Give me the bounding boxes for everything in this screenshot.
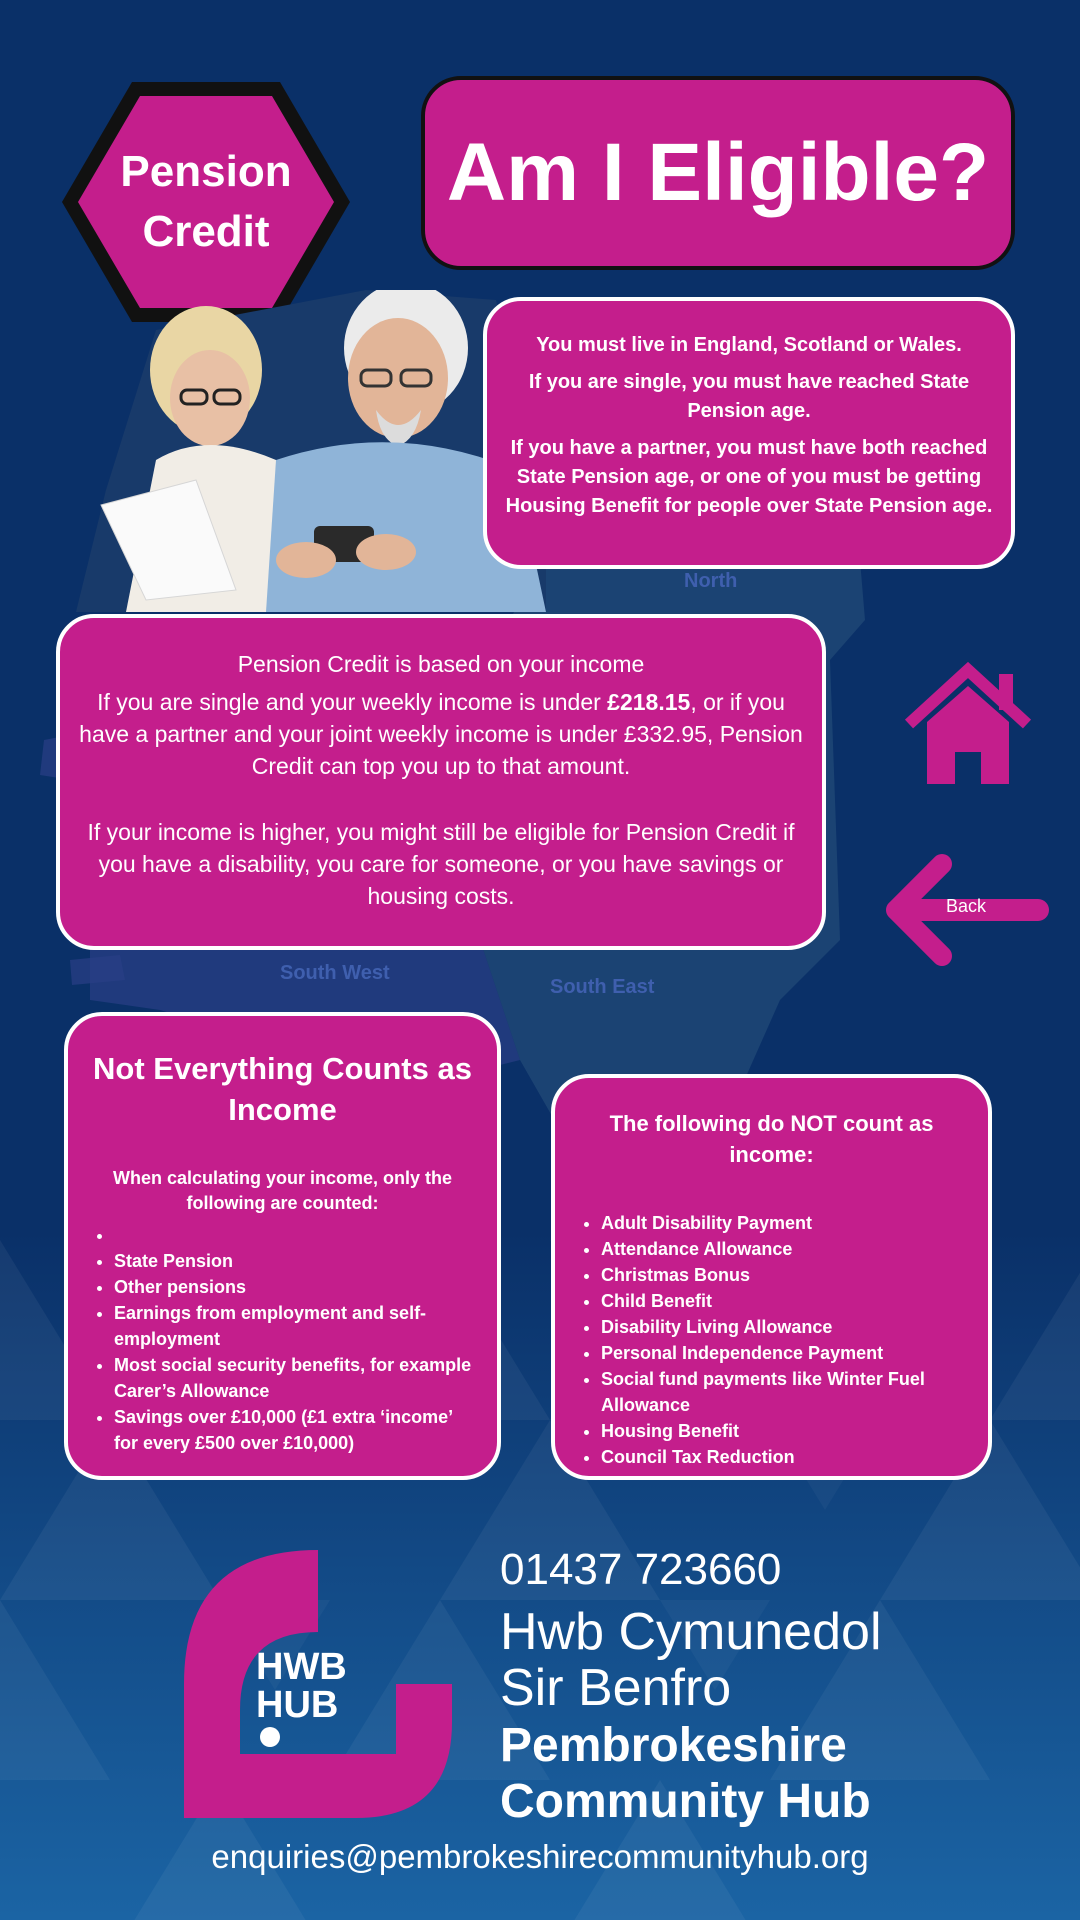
list-item: • Council Tax Reduction [601,1444,966,1470]
income-paragraph-2: If your income is higher, you might still be eligible for Pension Credit if you have a disability, you care for someone, or you have savings or housing costs. [87,819,795,909]
counted-lead: When calculating your income, only the following are counted: [112,1168,453,1213]
org-name-welsh-line-1: Hwb Cymunedol [500,1603,882,1661]
logo-line-2: HUB [256,1684,339,1726]
back-label[interactable]: Back [946,896,987,916]
page-title [421,76,1015,270]
list-item: • Child Benefit [601,1288,966,1314]
list-item: • Savings over £10,000 (£1 extra ‘income’ for every £500 over £10,000) [114,1404,475,1456]
badge-line-2: Credit [142,207,270,256]
counted-income-card [64,1012,501,1480]
logo-text [256,1648,347,1724]
income-paragraph-1 [76,686,806,782]
list-item: • Personal Independence Payment [601,1340,966,1366]
eligibility-card [483,297,1015,569]
map-label-south-east: South East [550,976,655,998]
email-link[interactable]: enquiries@pembrokeshirecommunityhub.org [211,1838,869,1875]
org-name-english-line-1: Pembrokeshire [500,1719,847,1772]
phone-number[interactable]: 01437 723660 [500,1545,782,1594]
map-label-south-west: South West [280,962,390,984]
not-counted-list [577,1210,966,1470]
org-name-welsh-line-2: Sir Benfro [500,1659,732,1717]
eligibility-item: If you have a partner, you must have both reached State Pension age, or one of you must be getting Housing Benefit for people over State Pension age. [505,437,993,517]
income-amount: £218.15 [607,689,691,715]
list-item [114,1222,475,1248]
org-name-english-line-2: Community Hub [500,1775,871,1828]
counted-heading: Not Everything Counts as Income [93,1051,472,1127]
list-item: • Disability Living Allowance [601,1314,966,1340]
list-item: • Adult Disability Payment [601,1210,966,1236]
logo-line-1: HWB [256,1646,347,1688]
income-card [56,614,826,950]
income-heading: Pension Credit is based on your income [237,651,645,677]
list-item: • Social fund payments like Winter Fuel Allowance [601,1366,966,1418]
eligibility-item: If you are single, you must have reached State Pension age. [528,371,970,422]
list-item: • Earnings from employment and self-employment [114,1300,475,1352]
eligibility-item: You must live in England, Scotland or Wales. [536,334,962,356]
list-item: • Housing Benefit [601,1418,966,1444]
page-title-text: Am I Eligible? [446,127,990,218]
map-label-north: North [684,570,738,592]
income-text: If you are single and your weekly income is under [97,689,608,715]
counted-list [90,1222,475,1456]
list-item: • State Pension [114,1248,475,1274]
badge-line-1: Pension [120,147,292,196]
not-counted-card [551,1074,992,1480]
org-name-english [500,1718,871,1830]
list-item: • Christmas Bonus [601,1262,966,1288]
list-item: • Attendance Allowance [601,1236,966,1262]
home-button[interactable] [903,660,1033,786]
list-item: • Most social security benefits, for example Carer’s Allowance [114,1352,475,1404]
org-name-welsh [500,1604,882,1716]
list-item: • Other pensions [114,1274,475,1300]
income-text: , or if you have a partner and your joint weekly income is under £332.95, Pension Credit can top you up to that amount. [79,689,803,779]
not-counted-heading: The following do NOT count as income: [609,1111,934,1167]
home-icon [903,660,1033,786]
